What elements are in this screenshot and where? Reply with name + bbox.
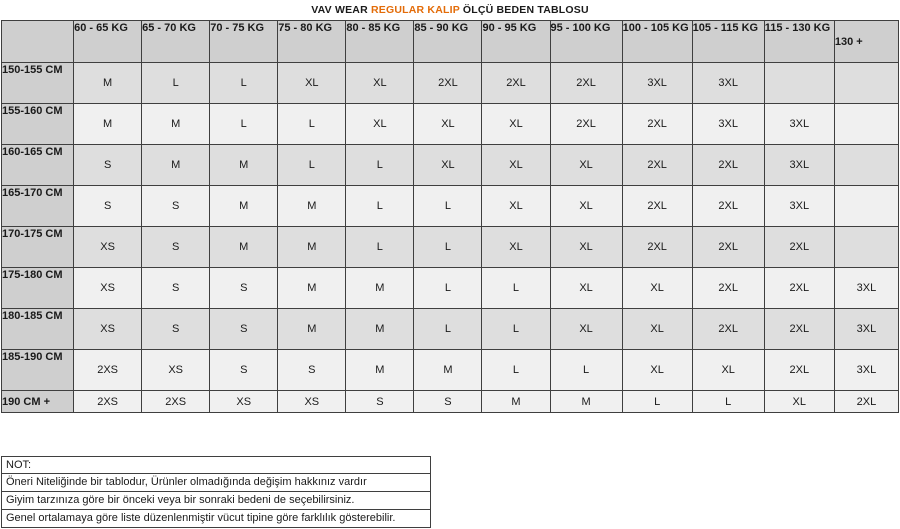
size-cell: S — [142, 309, 210, 350]
size-cell: XL — [414, 104, 482, 145]
size-table — [1, 20, 899, 413]
size-cell: 3XL — [622, 63, 692, 104]
size-cell: L — [142, 63, 210, 104]
size-cell: 2XL — [482, 63, 550, 104]
size-cell: L — [210, 104, 278, 145]
size-cell: L — [482, 309, 550, 350]
size-cell: L — [210, 63, 278, 104]
size-cell: M — [414, 350, 482, 391]
size-cell: XL — [414, 145, 482, 186]
size-cell: 2XL — [764, 227, 834, 268]
size-cell: XL — [692, 350, 764, 391]
size-cell: S — [414, 391, 482, 413]
size-cell: M — [346, 268, 414, 309]
size-cell: L — [692, 391, 764, 413]
size-cell: XL — [550, 268, 622, 309]
weight-column-header: 60 - 65 KG — [74, 21, 142, 63]
table-row — [2, 145, 899, 186]
size-cell: 2XL — [414, 63, 482, 104]
size-cell: M — [346, 350, 414, 391]
table-row — [2, 227, 899, 268]
table-header-row — [2, 21, 899, 63]
size-cell — [834, 227, 898, 268]
size-cell: 2XL — [834, 391, 898, 413]
weight-column-header: 105 - 115 KG — [692, 21, 764, 63]
table-row — [2, 309, 899, 350]
note-line: Öneri Niteliğinde bir tablodur, Ürünler olmadığında değişim hakkınız vardır — [2, 474, 430, 492]
size-cell: S — [210, 309, 278, 350]
size-cell: S — [142, 268, 210, 309]
weight-column-header: 70 - 75 KG — [210, 21, 278, 63]
size-cell: XL — [482, 227, 550, 268]
size-cell — [834, 63, 898, 104]
note-box — [1, 456, 431, 528]
size-cell: S — [278, 350, 346, 391]
table-row — [2, 104, 899, 145]
size-cell: XL — [346, 104, 414, 145]
size-cell: M — [142, 104, 210, 145]
height-row-header: 155-160 CM — [2, 104, 74, 145]
size-cell: M — [278, 309, 346, 350]
size-cell: 3XL — [834, 309, 898, 350]
note-heading: NOT: — [2, 457, 430, 474]
size-cell: XL — [482, 186, 550, 227]
size-cell: S — [74, 186, 142, 227]
size-cell: S — [142, 227, 210, 268]
size-cell — [834, 145, 898, 186]
size-cell: XL — [550, 145, 622, 186]
size-cell: XS — [74, 227, 142, 268]
size-cell: M — [278, 268, 346, 309]
size-cell: XL — [622, 309, 692, 350]
size-cell: 2XL — [692, 186, 764, 227]
size-cell: M — [74, 63, 142, 104]
size-cell: 2XS — [74, 391, 142, 413]
table-row — [2, 268, 899, 309]
size-cell: S — [142, 186, 210, 227]
size-cell: M — [278, 227, 346, 268]
size-cell: XL — [278, 63, 346, 104]
weight-column-header: 90 - 95 KG — [482, 21, 550, 63]
size-cell: 2XL — [692, 145, 764, 186]
page-title — [0, 0, 900, 20]
weight-column-header: 85 - 90 KG — [414, 21, 482, 63]
size-cell: XL — [550, 227, 622, 268]
size-cell: 3XL — [834, 350, 898, 391]
size-cell: XS — [278, 391, 346, 413]
size-cell: L — [622, 391, 692, 413]
weight-column-header: 80 - 85 KG — [346, 21, 414, 63]
size-cell: M — [550, 391, 622, 413]
size-cell: 2XL — [622, 227, 692, 268]
size-cell: L — [414, 227, 482, 268]
weight-column-header: 75 - 80 KG — [278, 21, 346, 63]
height-row-header: 180-185 CM — [2, 309, 74, 350]
size-cell: S — [74, 145, 142, 186]
size-cell — [764, 63, 834, 104]
corner-cell — [2, 21, 74, 63]
note-line: Genel ortalamaya göre liste düzenlenmiştir vücut tipine göre farklılık gösterebilir. — [6, 512, 396, 524]
size-cell: XL — [482, 104, 550, 145]
size-cell: M — [210, 227, 278, 268]
size-cell: 2XL — [764, 268, 834, 309]
size-cell: XL — [550, 309, 622, 350]
height-row-header: 165-170 CM — [2, 186, 74, 227]
weight-column-header: 95 - 100 KG — [550, 21, 622, 63]
height-row-header: 185-190 CM — [2, 350, 74, 391]
size-cell: 2XL — [622, 145, 692, 186]
size-cell: 2XL — [622, 104, 692, 145]
size-cell: XS — [142, 350, 210, 391]
note-line: Giyim tarzınıza göre bir önceki veya bir sonraki bedeni de seçebilirsiniz. — [2, 492, 430, 510]
table-row — [2, 350, 899, 391]
size-cell: L — [414, 186, 482, 227]
height-row-header: 150-155 CM — [2, 63, 74, 104]
size-cell: 2XL — [692, 227, 764, 268]
size-cell: L — [414, 309, 482, 350]
size-cell: 2XL — [692, 268, 764, 309]
size-cell: 3XL — [764, 104, 834, 145]
weight-column-header: 115 - 130 KG — [764, 21, 834, 63]
size-cell: 2XL — [764, 309, 834, 350]
size-cell: L — [550, 350, 622, 391]
title-accent: REGULAR KALIP — [370, 4, 460, 16]
size-cell: 2XL — [622, 186, 692, 227]
size-cell: S — [210, 268, 278, 309]
size-cell: M — [74, 104, 142, 145]
height-row-header: 190 CM + — [2, 391, 74, 413]
weight-column-header: 100 - 105 KG — [622, 21, 692, 63]
size-cell: M — [346, 309, 414, 350]
size-cell: L — [278, 145, 346, 186]
size-cell: M — [278, 186, 346, 227]
size-cell: S — [346, 391, 414, 413]
size-cell: 2XL — [550, 63, 622, 104]
size-cell: L — [278, 104, 346, 145]
table-row — [2, 186, 899, 227]
size-cell: 3XL — [692, 104, 764, 145]
size-cell: XS — [74, 309, 142, 350]
size-cell: XL — [622, 268, 692, 309]
size-cell: L — [482, 268, 550, 309]
size-cell: 2XS — [74, 350, 142, 391]
table-row — [2, 391, 899, 413]
size-cell: 3XL — [764, 186, 834, 227]
weight-column-header: 130 + — [834, 21, 898, 63]
size-cell: 3XL — [834, 268, 898, 309]
size-cell: M — [210, 186, 278, 227]
size-cell — [834, 186, 898, 227]
size-cell: XL — [346, 63, 414, 104]
size-cell: 2XL — [764, 350, 834, 391]
size-cell: S — [210, 350, 278, 391]
size-cell: M — [142, 145, 210, 186]
height-row-header: 160-165 CM — [2, 145, 74, 186]
size-cell: M — [482, 391, 550, 413]
size-cell: L — [346, 227, 414, 268]
size-cell: L — [346, 186, 414, 227]
size-cell: 2XL — [692, 309, 764, 350]
size-cell: L — [414, 268, 482, 309]
weight-column-header: 65 - 70 KG — [142, 21, 210, 63]
size-cell: XS — [210, 391, 278, 413]
size-cell: XS — [74, 268, 142, 309]
size-cell: XL — [764, 391, 834, 413]
size-cell: 2XL — [550, 104, 622, 145]
size-cell: XL — [550, 186, 622, 227]
size-cell: M — [210, 145, 278, 186]
size-cell — [834, 104, 898, 145]
size-cell: 3XL — [692, 63, 764, 104]
size-cell: L — [346, 145, 414, 186]
title-brand: VAV WEAR — [311, 4, 371, 16]
table-row — [2, 63, 899, 104]
size-cell: XL — [622, 350, 692, 391]
size-cell: 3XL — [764, 145, 834, 186]
height-row-header: 175-180 CM — [2, 268, 74, 309]
title-suffix: ÖLÇÜ BEDEN TABLOSU — [459, 4, 589, 16]
size-cell: L — [482, 350, 550, 391]
size-cell: XL — [482, 145, 550, 186]
height-row-header: 170-175 CM — [2, 227, 74, 268]
size-cell: 2XS — [142, 391, 210, 413]
